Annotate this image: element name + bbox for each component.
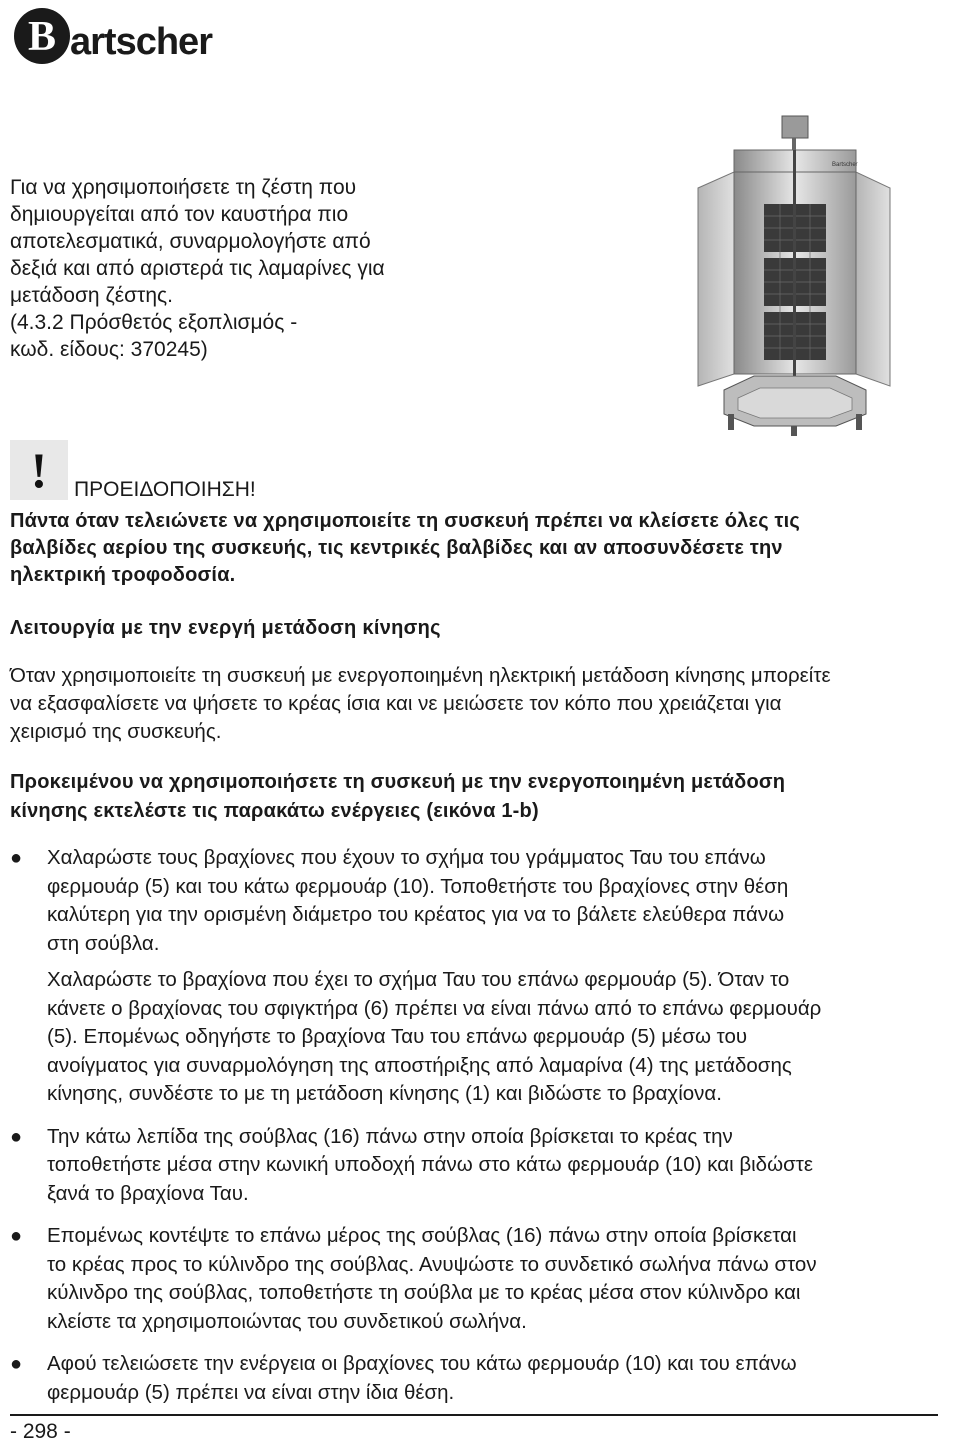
- svg-text:B: B: [27, 14, 57, 60]
- list-line: καλύτερη για την ορισμένη διάμετρο του κρέατος για να το βάλετε ελεύθερα πάνω: [47, 903, 785, 926]
- list-item-paragraph: [47, 1222, 922, 1336]
- instruction-list: [0, 844, 960, 1407]
- page-number: - 298 -: [10, 1420, 71, 1443]
- intro-line: Για να χρησιμοποιήσετε τη ζέστη που: [10, 176, 357, 199]
- warning-line: ηλεκτρική τροφοδοσία.: [10, 564, 236, 586]
- intro-line: κωδ. είδους: 370245): [10, 338, 208, 361]
- list-line: Χαλαρώστε το βραχίονα που έχει το σχήμα Ταυ του επάνω φερμουάρ (5). Όταν το: [47, 968, 790, 991]
- list-line: (5). Επομένως οδηγήστε το βραχίονα Ταυ του επάνω φερμουάρ (5) μέσω του: [47, 1025, 748, 1048]
- list-line: κάνετε ο βραχίονας του σφιγκτήρα (6) πρέπει να είναι πάνω από το επάνω φερμουάρ: [47, 996, 822, 1020]
- list-line: ξανά το βραχίονα Ταυ.: [47, 1181, 249, 1205]
- bullet-icon: ●: [10, 1353, 23, 1375]
- paragraph-line: χειρισμό της συσκευής.: [10, 720, 222, 743]
- list-line: Αφού τελειώσετε την ενέργεια οι βραχίονες του κάτω φερμουάρ (10) και του επάνω: [47, 1352, 797, 1375]
- list-line: κίνησης, συνδέστε το με τη μετάδοση κίνησης (1) και βιδώστε το βραχίονα.: [47, 1082, 722, 1105]
- list-line: το κρέας προς το κύλινδρο της σούβλας. Ανυψώστε το συνδετικό σωλήνα πάνω στον: [47, 1252, 817, 1276]
- footer-divider: [10, 1414, 938, 1416]
- list-item: [0, 1123, 922, 1209]
- list-line: φερμουάρ (5) πρέπει να είναι στην ίδια θέση.: [47, 1380, 455, 1404]
- paragraph-line: Όταν χρησιμοποιείτε τη συσκευή με ενεργοποιημένη ηλεκτρική μετάδοση κίνησης μπορείτε: [10, 664, 831, 687]
- list-line: φερμουάρ (5) και του κάτω φερμουάρ (10). Τοποθετήστε του βραχίονες στην θέση: [47, 874, 789, 898]
- list-item: [0, 1350, 922, 1407]
- list-item-paragraph: [47, 1350, 922, 1407]
- intro-text: [10, 174, 450, 363]
- list-item: [0, 1222, 922, 1336]
- warning-text: [10, 508, 945, 589]
- list-line: κλείστε τα χρησιμοποιώντας του συνδετικού σωλήνα.: [47, 1309, 527, 1333]
- intro-line: αποτελεσματικά, συναρμολογήστε από: [10, 230, 371, 253]
- warning-title: ΠΡΟΕΙΔΟΠΟΙΗΣΗ!: [74, 478, 256, 501]
- instructions-intro: [10, 768, 945, 826]
- svg-text:artscher: artscher: [70, 21, 212, 63]
- list-item-paragraph: [47, 1123, 922, 1209]
- list-line: κύλινδρο της σούβλας, τοποθετήστε τη σούβλα με το κρέας μέσα στον κύλινδρο και: [47, 1281, 801, 1304]
- paragraph-line: να εξασφαλίσετε να ψήσετε το κρέας ίσια και νε μειώσετε τον κόπο που χρειάζεται για: [10, 692, 782, 715]
- intro-line: μετάδοση ζέστης.: [10, 284, 173, 307]
- warning-line: βαλβίδες αερίου της συσκευής, τις κεντρικές βαλβίδες και αν αποσυνδέσετε την: [10, 537, 783, 559]
- section-heading: Λειτουργία με την ενεργή μετάδοση κίνησης: [10, 617, 441, 639]
- warning-line: Πάντα όταν τελειώνετε να χρησιμοποιείτε τη συσκευή πρέπει να κλείσετε όλες τις: [10, 510, 801, 532]
- list-line: Χαλαρώστε τους βραχίονες που έχουν το σχήμα του γράμματος Ταυ του επάνω: [47, 846, 766, 869]
- instructions-intro-line: κίνησης εκτελέστε τις παρακάτω ενέργειες (εικόνα 1-b): [10, 800, 539, 822]
- list-line: στη σούβλα.: [47, 931, 160, 955]
- gyros-grill-image: [694, 114, 894, 440]
- list-item: [0, 844, 922, 1109]
- list-line: Την κάτω λεπίδα της σούβλας (16) πάνω στην οποία βρίσκεται το κρέας την: [47, 1124, 733, 1148]
- intro-line: δεξιά και από αριστερά τις λαμαρίνες για: [10, 257, 385, 280]
- brand-plate: Bartscher: [832, 162, 858, 168]
- instructions-intro-line: Προκειμένου να χρησιμοποιήσετε τη συσκευή με την ενεργοποιημένη μετάδοση: [10, 771, 786, 793]
- list-item-paragraph: [47, 966, 922, 1109]
- bartscher-logo: [12, 4, 227, 66]
- bullet-icon: ●: [10, 1125, 23, 1148]
- intro-line: (4.3.2 Πρόσθετός εξοπλισμός -: [10, 311, 298, 334]
- bullet-icon: ●: [10, 847, 23, 869]
- list-line: Επομένως κοντέψτε το επάνω μέρος της σούβλας (16) πάνω στην οποία βρίσκεται: [47, 1224, 797, 1247]
- warning-icon: [10, 440, 68, 500]
- list-item-paragraph: [47, 844, 922, 958]
- section-paragraph: [10, 662, 955, 746]
- exclamation-icon: !: [30, 442, 48, 498]
- list-line: ανοίγματος για συναρμολόγηση της αποστήριξης από λαμαρίνα (4) της μετάδοσης: [47, 1053, 792, 1077]
- intro-line: δημιουργείται από τον καυστήρα πιο: [10, 203, 349, 226]
- list-line: τοποθετήστε μέσα στην κωνική υποδοχή πάνω στο κάτω φερμουάρ (10) και βιδώστε: [47, 1153, 813, 1176]
- bullet-icon: ●: [10, 1225, 23, 1247]
